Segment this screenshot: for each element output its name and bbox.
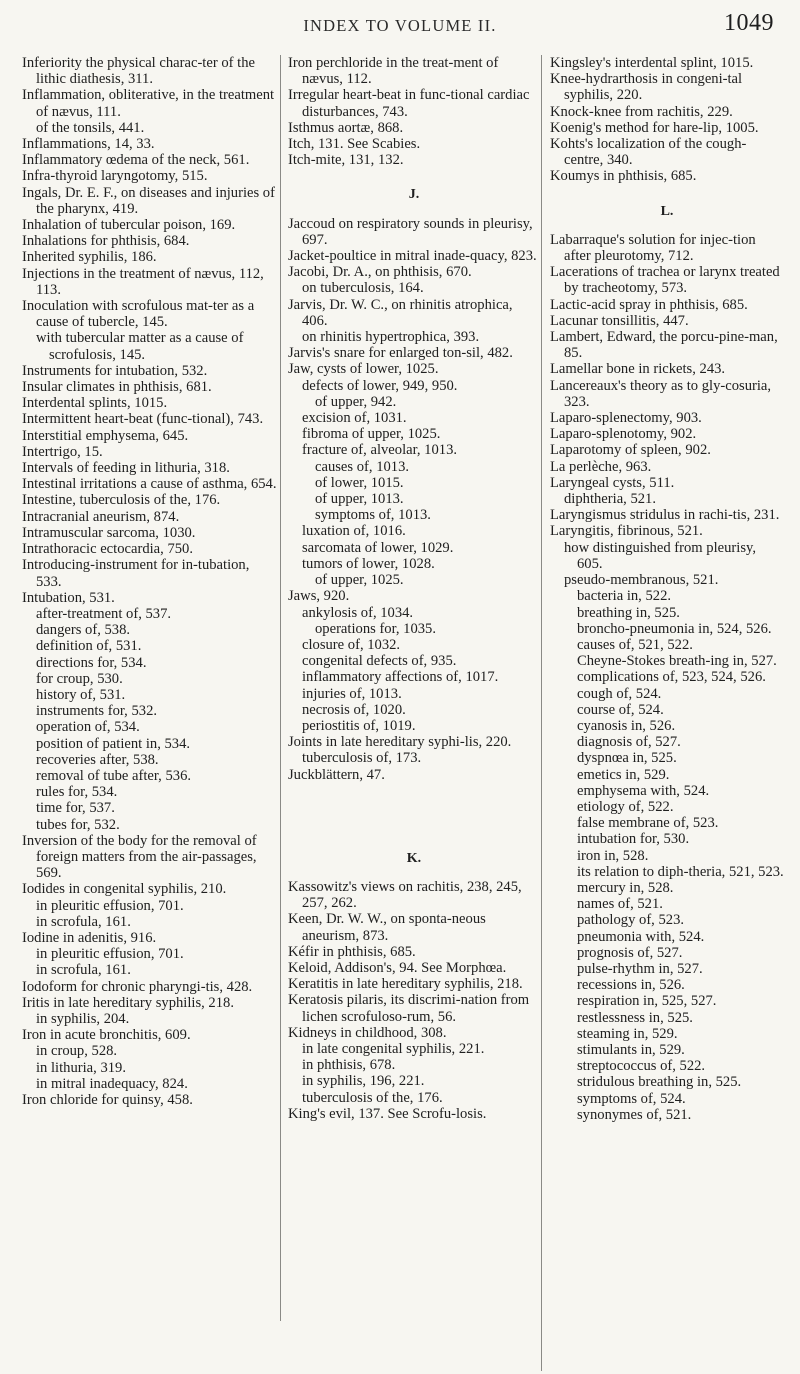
index-subentry: complications of, 523, 524, 526. [577, 669, 766, 686]
index-entry: Joints in late hereditary syphi-lis, 220. [288, 734, 512, 751]
index-subentry: position of patient in, 534. [36, 735, 191, 752]
index-subentry: stridulous breathing in, 525. [577, 1074, 742, 1091]
index-entry: Jarvis, Dr. W. C., on rhinitis atrophica, 406. [288, 296, 513, 329]
index-entry: Jarvis's snare for enlarged ton-sil, 482. [288, 345, 513, 362]
index-entry: Kassowitz's views on rachitis, 238, 245, 257, 262. [288, 878, 522, 912]
index-subentry: cyanosis in, 526. [577, 717, 676, 734]
index-entry: Inhalations for phthisis, 684. [22, 233, 190, 250]
index-subentry: injuries of, 1013. [302, 685, 402, 702]
index-subentry: steaming in, 529. [577, 1025, 678, 1042]
index-entry: Laparotomy of spleen, 902. [550, 442, 711, 459]
index-subentry: in croup, 528. [36, 1043, 118, 1060]
index-entry: Intubation, 531. [22, 589, 115, 606]
index-subentry: excision of, 1031. [302, 410, 407, 427]
column-rule [280, 55, 281, 1321]
index-entry: Kohts's localization of the cough-centre, 340. [550, 136, 747, 169]
index-subentry: tuberculosis of, 173. [302, 750, 422, 767]
index-subentry: how distinguished from pleurisy, 605. [564, 539, 756, 572]
index-subentry: etiology of, 522. [577, 798, 674, 815]
index-subentry: in scrofula, 161. [36, 913, 131, 930]
column-rule [541, 55, 542, 1371]
section-letter: J. [408, 187, 420, 203]
index-subentry: tuberculosis of the, 176. [302, 1089, 443, 1106]
index-entry: Laryngismus stridulus in rachi-tis, 231. [550, 507, 780, 524]
index-subentry: breathing in, 525. [577, 604, 680, 621]
index-entry: Lancereaux's theory as to gly-cosuria, 323. [550, 377, 772, 410]
index-entry: Inhalation of tubercular poison, 169. [22, 217, 236, 234]
index-entry: Intracranial aneurism, 874. [22, 508, 180, 525]
index-subentry: symptoms of, 524. [577, 1090, 686, 1107]
index-subentry: fibroma of upper, 1025. [302, 426, 441, 443]
index-entry: Intestine, tuberculosis of the, 176. [22, 492, 221, 509]
index-subentry: synonymes of, 521. [577, 1106, 692, 1123]
index-entry: Iodoform for chronic pharyngi-tis, 428. [22, 978, 253, 995]
index-subentry: broncho-pneumonia in, 524, 526. [577, 620, 772, 637]
index-subentry: emetics in, 529. [577, 766, 670, 783]
page-number: 1049 [724, 10, 774, 36]
index-subentry: prognosis of, 527. [577, 944, 683, 961]
index-subentry: directions for, 534. [36, 654, 147, 671]
index-subentry: on tuberculosis, 164. [302, 280, 424, 297]
index-subentry: of upper, 1025. [315, 572, 404, 589]
index-entry: Lamellar bone in rickets, 243. [550, 361, 726, 378]
index-entry: Inversion of the body for the removal of foreign matters from the air-passages, 569. [22, 832, 257, 882]
index-subentry: false membrane of, 523. [577, 815, 719, 832]
index-entry: Koenig's method for hare-lip, 1005. [550, 119, 759, 136]
index-entry: Intrathoracic ectocardia, 750. [22, 541, 193, 558]
index-column-3 [550, 55, 784, 1366]
index-subentry: in scrofula, 161. [36, 962, 131, 979]
index-entry: Laparo-splenectomy, 903. [550, 410, 702, 427]
index-entry: La perlèche, 963. [550, 458, 652, 475]
index-subentry: fracture of, alveolar, 1013. [302, 442, 458, 459]
index-subentry: bacteria in, 522. [577, 588, 672, 605]
index-subentry: in mitral inadequacy, 824. [36, 1075, 188, 1092]
index-subentry: luxation of, 1016. [302, 523, 406, 540]
index-subentry: congenital defects of, 935. [302, 653, 457, 670]
section-letter: L. [660, 203, 674, 219]
index-entry: Itch, 131. See Scabies. [288, 136, 421, 153]
index-entry: Inflammations, 14, 33. [22, 136, 155, 153]
index-entry: Laryngitis, fibrinous, 521. [550, 523, 703, 540]
index-entry: Labarraque's solution for injec-tion after pleurotomy, 712. [550, 231, 756, 265]
index-entry: Interdental splints, 1015. [22, 395, 168, 412]
index-entry: Intertrigo, 15. [22, 443, 103, 460]
index-subentry: recessions in, 526. [577, 977, 685, 994]
index-entry: Koumys in phthisis, 685. [550, 168, 697, 185]
index-subentry: course of, 524. [577, 701, 664, 718]
index-entry: Knock-knee from rachitis, 229. [550, 103, 733, 120]
index-subentry: causes of, 521, 522. [577, 636, 693, 653]
index-subentry: of upper, 942. [315, 393, 397, 410]
index-subentry: in pleuritic effusion, 701. [36, 946, 184, 963]
index-entry: Inflammation, obliterative, in the treatment of nævus, 111. [22, 87, 275, 120]
index-entry: Intramuscular sarcoma, 1030. [22, 524, 196, 541]
index-entry: Iritis in late hereditary syphilis, 218. [22, 994, 234, 1011]
index-column-2 [288, 55, 540, 1366]
index-subentry: tumors of lower, 1028. [302, 555, 435, 572]
index-entry: Inoculation with scrofulous mat-ter as a cause of tubercle, 145. [22, 298, 255, 331]
index-entry: Inherited syphilis, 186. [22, 249, 157, 266]
index-subentry: of the tonsils, 441. [36, 119, 145, 136]
index-subentry: restlessness in, 525. [577, 1009, 693, 1026]
index-subentry: inflammatory affections of, 1017. [302, 669, 499, 686]
index-subentry: symptoms of, 1013. [315, 507, 431, 524]
index-entry: Jacket-poultice in mitral inade-quacy, 823. [288, 248, 537, 265]
index-subentry: history of, 531. [36, 686, 126, 703]
index-subentry: in lithuria, 319. [36, 1059, 126, 1076]
index-subentry: time for, 537. [36, 800, 115, 817]
index-subentry: recoveries after, 538. [36, 751, 159, 768]
index-entry: Intermittent heart-beat (func-tional), 743. [22, 411, 264, 428]
section-letter: K. [406, 850, 422, 866]
index-subentry: closure of, 1032. [302, 636, 401, 653]
index-entry: Kéfir in phthisis, 685. [288, 943, 416, 960]
index-subentry: pathology of, 523. [577, 912, 685, 929]
index-entry: Intestinal irritations a cause of asthma, 654. [22, 476, 277, 493]
index-subentry: definition of, 531. [36, 638, 142, 655]
index-entry: Jaws, 920. [288, 588, 350, 605]
index-entry: Iron chloride for quinsy, 458. [22, 1092, 193, 1108]
index-entry: Lambert, Edward, the porcu-pine-man, 85. [550, 329, 778, 362]
index-subentry: tubes for, 532. [36, 816, 120, 833]
index-subentry: with tubercular matter as a cause of scrofulosis, 145. [36, 330, 244, 363]
index-entry: Iron in acute bronchitis, 609. [22, 1027, 191, 1044]
index-entry: Keloid, Addison's, 94. See Morphœa. [288, 959, 507, 976]
index-entry: Insular climates in phthisis, 681. [22, 379, 212, 396]
index-entry: Itch-mite, 131, 132. [288, 152, 404, 169]
index-subentry: of upper, 1013. [315, 491, 404, 508]
index-subentry: stimulants in, 529. [577, 1041, 685, 1058]
index-entry: Jacobi, Dr. A., on phthisis, 670. [288, 264, 472, 281]
index-subentry: in phthisis, 678. [302, 1057, 396, 1074]
index-entry: Inflammatory œdema of the neck, 561. [22, 152, 250, 169]
index-entry: Laryngeal cysts, 511. [550, 474, 675, 491]
index-entry: Kidneys in childhood, 308. [288, 1024, 447, 1041]
index-subentry: diagnosis of, 527. [577, 734, 681, 751]
index-entry: King's evil, 137. See Scrofu-losis. [288, 1105, 487, 1122]
index-subentry: diphtheria, 521. [564, 491, 657, 508]
running-title: INDEX TO VOLUME II. [303, 16, 497, 35]
index-subentry: emphysema with, 524. [577, 782, 710, 799]
index-entry: Injections in the treatment of nævus, 112, 113. [22, 265, 264, 298]
index-subentry: sarcomata of lower, 1029. [302, 539, 454, 556]
index-entry: Lacerations of trachea or larynx treated by tracheotomy, 573. [550, 264, 780, 297]
index-subentry: on rhinitis hypertrophica, 393. [302, 329, 480, 346]
index-subentry: operations for, 1035. [315, 620, 437, 637]
index-entry: Juckblättern, 47. [288, 766, 385, 783]
index-entry: Keratosis pilaris, its discrimi-nation from lichen scrofuloso-rum, 56. [288, 992, 530, 1025]
index-entry: Kingsley's interdental splint, 1015. [550, 55, 754, 71]
index-subentry: its relation to diph-theria, 521, 523. [577, 863, 784, 880]
index-entry: Intervals of feeding in lithuria, 318. [22, 460, 230, 477]
index-entry: Keratitis in late hereditary syphilis, 218. [288, 976, 523, 993]
index-subentry: names of, 521. [577, 896, 663, 913]
index-entry: Instruments for intubation, 532. [22, 362, 208, 379]
index-entry: Introducing-instrument for in-tubation, 533. [22, 557, 250, 590]
index-subentry: in late congenital syphilis, 221. [302, 1040, 485, 1057]
index-entry: Ingals, Dr. E. F., on diseases and injuries of the pharynx, 419. [22, 184, 275, 217]
index-entry: Isthmus aortæ, 868. [288, 119, 404, 136]
index-subentry: pseudo-membranous, 521. [564, 572, 719, 589]
index-subentry: of lower, 1015. [315, 474, 404, 491]
index-entry: Laparo-splenotomy, 902. [550, 426, 697, 443]
index-subentry: in syphilis, 204. [36, 1010, 130, 1027]
index-subentry: pneumonia with, 524. [577, 928, 705, 945]
index-subentry: dangers of, 538. [36, 622, 131, 639]
index-subentry: cough of, 524. [577, 685, 662, 702]
index-entry: Lacunar tonsillitis, 447. [550, 312, 689, 329]
index-subentry: defects of lower, 949, 950. [302, 377, 458, 394]
index-subentry: operation of, 534. [36, 719, 140, 736]
index-subentry: for croup, 530. [36, 670, 123, 687]
index-subentry: dyspnœa in, 525. [577, 750, 677, 767]
index-subentry: rules for, 534. [36, 784, 118, 801]
index-subentry: after-treatment of, 537. [36, 605, 172, 622]
index-entry: Jaw, cysts of lower, 1025. [288, 361, 439, 378]
index-subentry: removal of tube after, 536. [36, 767, 192, 784]
index-subentry: intubation for, 530. [577, 831, 690, 848]
index-entry: Iron perchloride in the treat-ment of nævus, 112. [288, 55, 499, 88]
index-subentry: in syphilis, 196, 221. [302, 1073, 425, 1090]
index-subentry: respiration in, 525, 527. [577, 993, 717, 1010]
index-subentry: pulse-rhythm in, 527. [577, 960, 703, 977]
index-subentry: periostitis of, 1019. [302, 717, 416, 734]
index-subentry: Cheyne-Stokes breath-ing in, 527. [577, 653, 777, 670]
index-entry: Iodine in adenitis, 916. [22, 929, 157, 946]
index-entry: Keen, Dr. W. W., on sponta-neous aneurism, 873. [288, 911, 486, 944]
index-subentry: instruments for, 532. [36, 703, 158, 720]
index-entry: Knee-hydrarthosis in congeni-tal syphilis, 220. [550, 71, 743, 104]
index-entry: Iodides in congenital syphilis, 210. [22, 881, 227, 898]
index-entry: Infra-thyroid laryngotomy, 515. [22, 168, 208, 185]
index-subentry: ankylosis of, 1034. [302, 604, 414, 621]
index-entry: Inferiority the physical charac-ter of the lithic diathesis, 311. [22, 55, 255, 88]
page-header [0, 10, 800, 40]
index-entry: Jaccoud on respiratory sounds in pleurisy, 697. [288, 215, 533, 248]
index-entry: Interstitial emphysema, 645. [22, 427, 189, 444]
index-entry: Irregular heart-beat in func-tional cardiac disturbances, 743. [288, 87, 530, 120]
index-subentry: in pleuritic effusion, 701. [36, 897, 184, 914]
index-subentry: necrosis of, 1020. [302, 701, 406, 718]
index-column-1 [22, 55, 278, 1366]
index-entry: Lactic-acid spray in phthisis, 685. [550, 296, 748, 313]
index-subentry: mercury in, 528. [577, 879, 674, 896]
index-subentry: iron in, 528. [577, 847, 649, 864]
index-subentry: causes of, 1013. [315, 458, 410, 475]
index-subentry: streptococcus of, 522. [577, 1058, 706, 1075]
